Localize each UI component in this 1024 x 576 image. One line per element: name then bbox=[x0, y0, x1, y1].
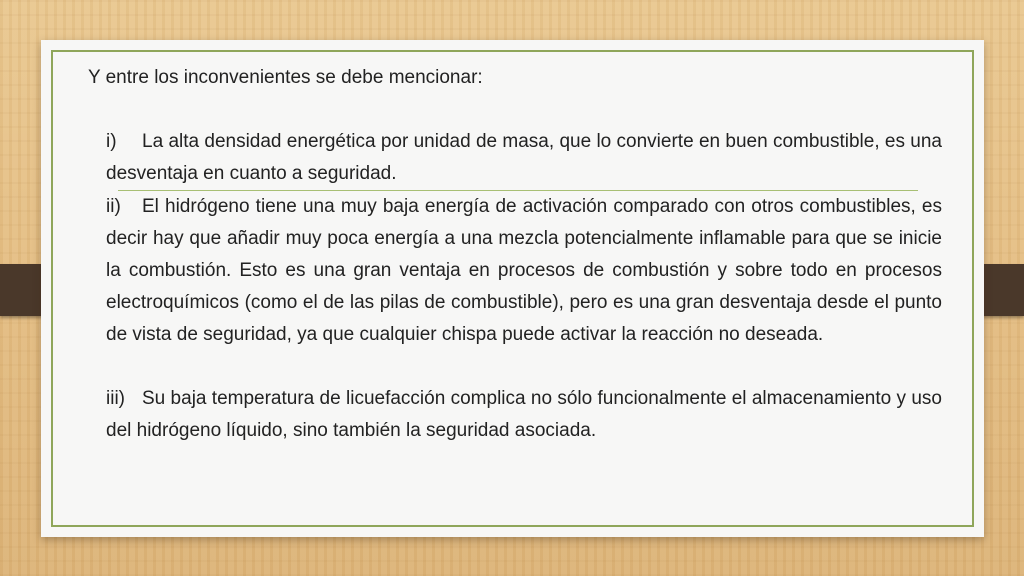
list-item-i bbox=[106, 126, 942, 190]
item-text: El hidrógeno tiene una muy baja energía de activación comparado con otros combustibles, es decir hay que añadir muy poca energía a una mezcla potencialmente inflamable para que se inicie la combustión. Esto es una gran ventaja en procesos de combustión y sobre todo en procesos electroquímicos (como el de las pilas de combustible), pero es una gran desventaja desde el punto de vista de seguridad, ya que cualquier chispa puede activar la reacción no deseada. bbox=[106, 196, 942, 345]
item-number: iii) bbox=[106, 388, 125, 409]
slide-content bbox=[88, 62, 942, 447]
item-number: i) bbox=[106, 131, 117, 152]
slide-paper bbox=[41, 40, 984, 537]
item-text: Su baja temperatura de licuefacción complica no sólo funcionalmente el almacenamiento y uso del hidrógeno líquido, sino también la seguridad asociada. bbox=[106, 388, 942, 441]
intro-text: Y entre los inconvenientes se debe mencionar: bbox=[88, 67, 483, 88]
list-item-iii bbox=[106, 383, 942, 447]
item-number: ii) bbox=[106, 196, 121, 217]
list-item-ii bbox=[106, 191, 942, 351]
item-text: La alta densidad energética por unidad de masa, que lo convierte en buen combustible, es una desventaja en cuanto a seguridad. bbox=[106, 131, 942, 184]
